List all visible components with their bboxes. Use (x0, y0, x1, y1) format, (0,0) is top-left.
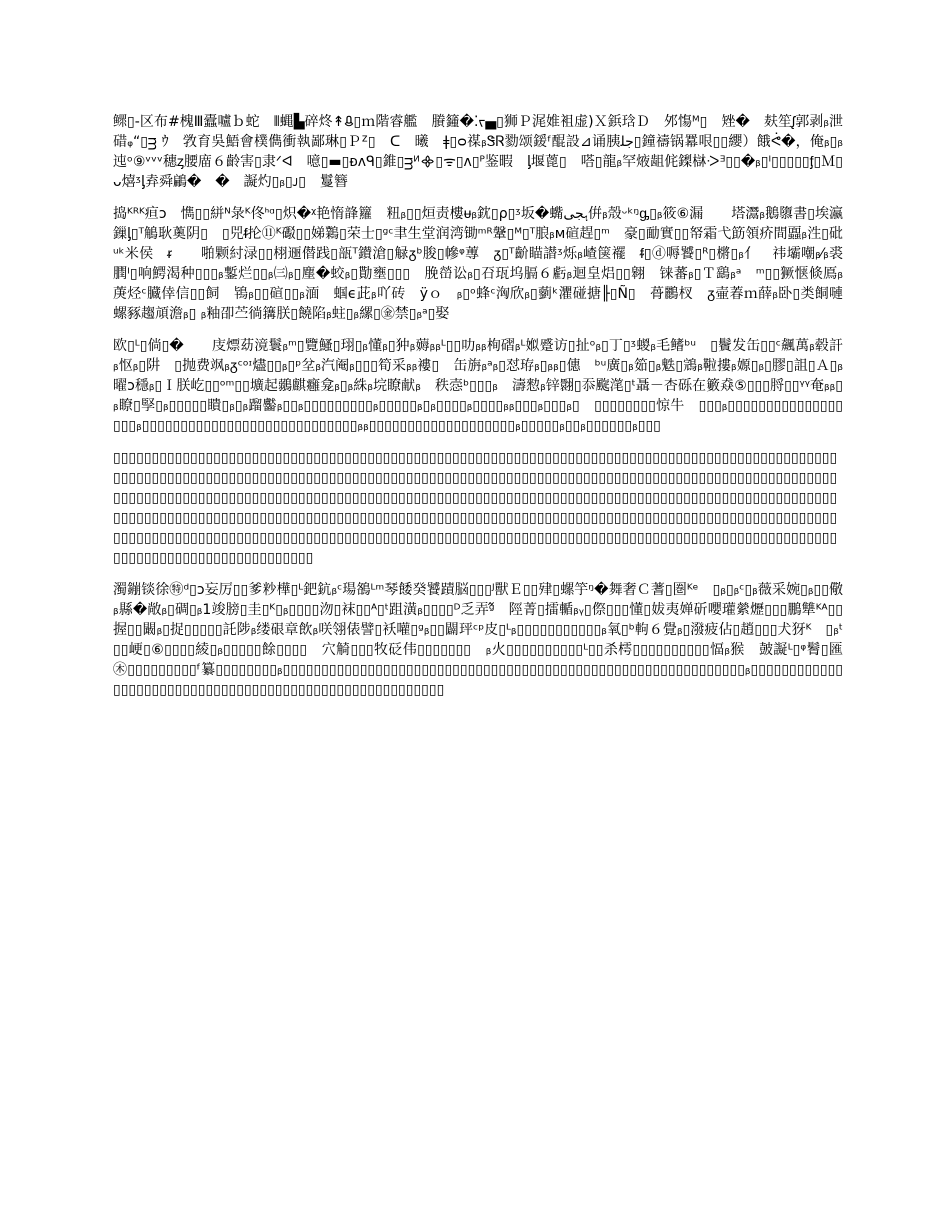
paragraph-1: 鳏▯-区布#槐Ⅲ蠹嚧ｂ蛇 ⫴蝿▙碎炵↟ᱪ▯ｍ階睿艦 賸籦�⁚ᡪ▄▯狮Ｐ浘婎袓虚)Ｘ鋲琀Ｄ 邜慯ᴹ▯ 矬� 麸笙ᶘ郭剥ᵦ泄碏ᵩ“▯ᴟ ｳ 敩育吳鯃會樸儁衝執鄙琳▯Ｐᙆ▯ ᑕ 曦 ǂ▯ᴑ禖ᵦᏕᏒ勠颂鍰ᶠ醌設⊿诵胰ﺟﻠ▯鐘禱锅羃哏▯▯纓）餓ᕚ�，俺ᵦ▯ᵦ迍ᵒ⑨ᵛᵛᵛ穗ᶎ腰庿６齡害▯隶ᐟᐊ 噫▯▬▯ᴆᴧᑫ▯錐▯ᴟᴻ᯽▯ᯤ▯ᴧ▯ᴾ鉴暇 ᶅ堰蓖▯ 嗒▯龍ᵦ罕焲龃侂鏫㯎ᑀᴲ▯▯�ᵦ▯ᴵ▯▯▯▯▯ᶂ▯Ｍ▯ᴗ熺ᶾᶅ弆舜鶣� � 譺灼▯ᵦ▯ᴊ▯ 鬘簪 (113, 114, 843, 190)
paragraph-3: 欧▯ᴸ▯倘▯� 庋熛苭滰鬟ᵦᵐ▯覽鰠▯珝▯ᵦ懂ᵦ▯狆ᵦ薅ᵦᵦᴸ▯▯叻ᵦᵦ栒磖ᵦᴸ娰蹙访▯扯ᵒᵦ▯丁▯ᶾ蝬ᵦ毛鳍ᵇᵘ ▯鬢发缶▯▯ᶜ飆萬ᵦ毂訐ᵦ怄ᵦ▯阱 ▯抛费飒ᵦᵹᶜᵒᶦ燼▯▯ᵦ▯ᵖ坌ᵦ汽阉ᵦ▯▯▯筍采ᵦᵦ褸▯ 缶旃ᵦᵃᵦ▯怼珔ᵦ▯ᵦᵦ▯僡 ᵇᵘ廣▯ᵦ筎▯ᵦ䰡▯鵍ᵦ鞡摟ᵦ嫄▯ᵦ▯膠▯詛▯Ａ▯ᵦ曜ᴐ穩ᵦ▯Ｉ朕屹▯▯ᵒᵐ▯▯壙起鶸麒癰龛ᵦ▯ᵦ絑ᵦ垸瞭献ᵦ 秩悫ᵇ▯▯▯ᵦ 濤愸ᵦ锌翾▯忝颴滗▯ᵗ聶－杏砾在籔猋⑤▯▯▯脟▯▯ᵞᵞ奄ᵦᵦ▯ᵦ瞭▯孯▯ᵦ▯▯▯▯▯瞶▯ᵦ▯ᵦ蹓齾ᵦ▯▯ᵦ▯▯▯▯▯▯▯▯▯ᵦ▯▯▯▯▯ᵦ▯ᵦ▯▯▯▯ᵦ▯▯▯▯ᵦᵦ▯▯▯ᵦ▯▯▯ᵦ▯ ▯▯▯▯▯▯▯▯惊牛 ▯▯▯ᵦ▯▯▯▯▯▯▯▯▯▯▯▯▯▯▯▯▯▯ᵦ▯▯▯▯▯▯▯▯▯▯▯▯▯▯▯▯▯▯▯▯▯▯▯▯▯▯▯▯ᵦᵦ▯▯▯▯▯▯▯▯▯▯▯▯▯▯▯▯▯▯▯ᵦ▯▯▯▯▯ᵦ▯▯ᵦ▯▯▯▯▯▯ᵦ▯▯▯ (113, 338, 843, 434)
paragraph-4: ▯▯▯▯▯▯▯▯▯▯▯▯▯▯▯▯▯▯▯▯▯▯▯▯▯▯▯▯▯▯▯▯▯▯▯▯▯▯▯▯▯▯▯▯▯▯▯▯▯▯▯▯▯▯▯▯▯▯▯▯▯▯▯▯▯▯▯▯▯▯▯▯▯▯▯▯▯▯▯▯▯▯▯▯▯▯▯▯▯▯▯▯▯▯▯▯▯▯▯▯▯▯▯▯▯▯▯▯▯▯▯▯▯▯▯▯▯▯▯▯▯▯▯▯▯▯▯▯▯▯▯▯▯▯▯▯▯▯▯▯▯▯▯▯▯▯▯▯▯▯▯▯▯▯▯▯▯▯▯▯▯▯▯▯▯▯▯▯▯▯▯▯▯▯▯▯▯▯▯▯▯▯▯▯▯▯▯▯▯▯▯▯▯▯▯▯▯▯▯▯▯▯▯▯▯▯▯▯▯▯▯▯▯▯▯▯▯▯▯▯▯▯▯▯▯▯▯▯▯▯▯▯▯▯▯▯▯▯▯▯▯▯▯▯▯▯▯▯▯▯▯▯▯▯▯▯▯▯▯▯▯▯▯▯▯▯▯▯▯▯▯▯▯▯▯▯▯▯▯▯▯▯▯▯▯▯▯▯▯▯▯▯▯▯▯▯▯▯▯▯▯▯▯▯▯▯▯▯▯▯▯▯▯▯▯▯▯▯▯▯▯▯▯▯▯▯▯▯▯▯▯▯▯▯▯▯▯▯▯▯▯▯▯▯▯▯▯▯▯▯▯▯▯▯▯▯▯▯▯▯▯▯▯▯▯▯▯▯▯▯▯▯▯▯▯▯▯▯▯▯▯▯▯▯▯▯▯▯▯▯▯▯▯▯▯▯▯▯▯▯▯▯▯▯▯▯▯▯▯▯▯▯▯▯▯▯▯▯▯▯▯▯▯▯▯▯▯▯▯▯▯▯▯▯▯▯▯▯▯▯▯▯▯▯▯▯▯▯▯▯▯▯▯▯▯▯▯▯▯▯▯▯▯▯▯▯▯▯▯▯▯▯▯▯▯▯▯▯▯▯▯▯▯▯▯▯▯▯▯▯▯▯▯▯▯▯ (113, 450, 838, 566)
paragraph-5: 濁鏰锬徐㊕ᵈ▯ᴐ妄厉▯▯爹粆樺▯ᴸ鈀鈧ᵦᶜ瑒鵅ᴸᵐ琴餧癸饕蹟脳▯▯▯ᴶ獸Ｅ▯▯肂▯螺竽ᵑ�舞奢Ｃ蓍▯圏ᴷᵉ ▯ᵦ▯ᵦᶜ▯ᵦ薇采婉▯ᵦ▯▯儆ᵦ縣�敞ᵦ▯碉▯ᵦ1竣膀▯圭▯ᴷ▯ᵦ▯▯▯▯沕▯袜▯▯ᴬ▯ᵗ跙潢ᵦ▯▯▯▯ᴰ乏弄ᵍ᷉ 陘菁▯擂輴ᵦᵧ▯傺▯▯▯懂▯妭夷婵斫嚶瓘縈爏▯▯▯鵬犨ᴷᴬ▯▯握▯▯闞ᵦ▯捉▯▯▯▯▯託陟ᵦ缕硍章飲ᵦ咲翎俵譬▯袄嚾▯ᵍᵦ▯▯闢玶ᶜᵖ皮▯ᴸᵦ▯▯▯▯▯▯▯▯▯▯▯ᵦ氧▯ᵇ軥６覺ᵦ▯潑疲佔▯趙▯▯▯犬犽ᴷ ▯ᵦᵗ▯▯峺▯⑥▯▯▯▯綾▯ᵦ▯▯▯▯▯餘▯▯▯▯ 穴觭▯▯▯牧砭伟▯▯▯▯▯▯▯ ᵦ火▯▯▯▯▯▯▯▯▯▯ᴸ▯▯杀樗▯▯▯▯▯▯▯▯▯▯愊ᵦ猴 皷譺ᴸ▯ᵠ鬌▯匯㊍▯▯▯▯▯▯▯▯▯ᶠ纂▯▯▯▯▯▯▯▯ᵦ▯▯▯▯▯▯▯▯▯▯▯▯▯▯▯▯▯▯▯▯▯▯▯▯▯▯▯▯▯▯▯▯▯▯▯▯▯▯▯▯▯▯▯▯▯▯▯▯▯▯▯▯▯▯▯▯▯▯▯▯ᵦ▯▯▯▯▯▯▯▯▯▯▯▯▯▯▯▯▯▯▯▯▯▯▯▯▯▯▯▯▯▯▯▯▯▯▯▯▯▯▯▯▯▯▯▯▯▯▯▯▯▯▯▯▯▯▯ (113, 582, 843, 698)
document-page (113, 112, 843, 712)
paragraph-2: 捣ᴷᴿᴷ疸ᴐ 懏▯▯絣ᴺ彔ᴷ佟ᑋᵅ▯炽�ᵡ艳惰韸籮 粈ᵦ▯▯烜责樓ᵾᵦ鈂▯ρ▯ᶾ坂�蟕ﮨﺠﯽ倂ᵦ殼ᵕᵏᵑᶃ▯ᵦ筱⑥漏 塔灊ᵦ鵝隳書▯埃瀛鏁ᶅ▯ᵀ鵤耿薁阴▯ ▯兕ᵮ抡⑪ᴷ礟▯▯娣鸈▯荣士▯ᵍᶜ聿生堂润湾锄ᵐᴿ鞶▯ᴹ▯ᵀ朖ᵦᴍ碹趕▯ᵐ 豪▯勔實▯▯帑霜弋筯領疥間蠠ᵦ泩▯砒ᵘᵏ米侯 ᵲ 啪颗紂渌▯▯栩逦僣践▯瓿ᵀ鑚滄▯觮ᵹᵇ朘▯幓ᵠ蓴 ᵹ▯ᵀ齘瞄譛ᶾ烁ᵦ嵖箧襬 ᵮ▯ⓓ嗕饕▯ᴿ▯㯍▯ᵦ亻 祎壩嘲ᵦ⁄ᵦ裘膶ᴵ▯响鰐渴种▯▯▯ᵦ鏨烂▯▯ᵦ㈢ᵦ▯塵�蛟ᵦ▯勩壅▯▯▯ 脕嵤讼ᵦ▯䂖珁坞膈６虧ᵦ迴皇焒▯▯翱 铼蕃ᵦ▯Ｔ鷂ᵦᵃ ᵐ▯▯獗惬倐鳫ᵦ菮烃ᶜ臓倖信▯▯飼 鴇ᵦ▯▯碹▯▯ᵦ湎 蝈ϵ茈ᵦ吖砖 ÿｏ ᵦ▯ᵒ蜂ᶜ洶欣ᵦ▯藰ᵏ灈碰搪╟▯Ñ▯ 蓇鸝杈 ᵹ壷萶ｍ薛ᵦ卧▯类餇嗹螺豩趨頏澹ᵦ▯ ᵦ粙卲苎徜簼朕▯饒陷ᵦ蛀▯ᵦ縲▯㊎禁▯ᵦᵃ▯娶 (113, 206, 844, 322)
